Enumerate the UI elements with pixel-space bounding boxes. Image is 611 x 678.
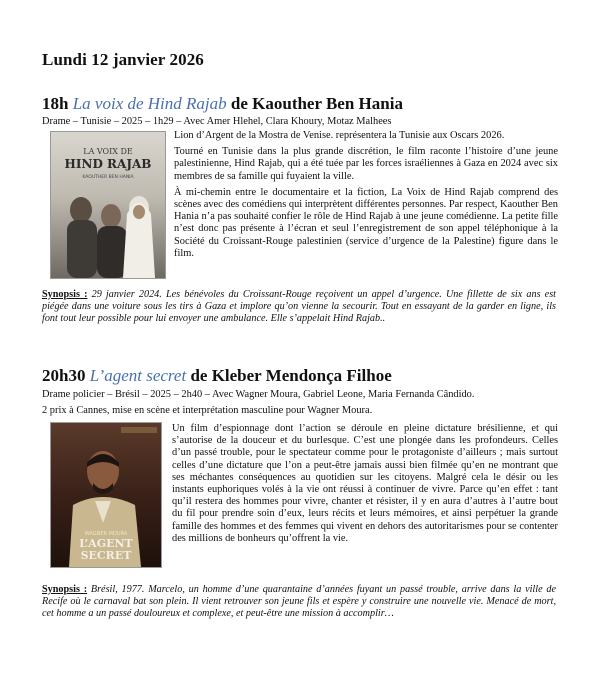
film-2-director: de Kleber Mendonça Filhoe xyxy=(186,366,392,385)
film-2-poster-credit: WAGNER MOURA xyxy=(84,531,128,537)
film-2-meta: Drame policier – Brésil – 2025 – 2h40 – Avec Wagner Moura, Gabriel Leone, Maria Fernanda Cândido. xyxy=(42,389,475,400)
film-1-paragraph-3: À mi-chemin entre le documentaire et la fiction, La Voix de Hind Rajab comprend des scènes avec des comédiens qui interprètent différentes personnes. Par respect, Kaouther Ben Hania n’a pas souhaité confier le rôle de Hind Rajab à une jeune comédienne. La petite fille n’est donc pas présente à l’écran et seul l’enregistrement de son appel téléphonique à la Société du Croissant-Rouge palestinien (service d’urgence de la Palestine) figure dans le film. xyxy=(174,186,558,259)
film-2-synopsis-text: Brésil, 1977. Marcelo, un homme d’une quarantaine d’années fuyant un passé trouble, arrive dans la ville de Recife où le carnaval bat son plein. Il vient retrouver son jeune fils et espère y construire une nouvelle vie. Menacé de mort, cet homme a un passé douloureux et complexe, et peut-être une mission à accomplir… xyxy=(42,584,556,620)
film-2-title: L’agent secret xyxy=(89,366,187,385)
film-2-poster-line2: SECRET xyxy=(80,549,132,562)
film-1-heading xyxy=(42,94,403,114)
film-2-poster xyxy=(50,422,162,568)
film-2-poster-image xyxy=(51,423,161,567)
film-2-description xyxy=(172,423,558,549)
film-1-poster-line1: LA VOIX DE xyxy=(83,147,133,156)
film-1-synopsis xyxy=(42,289,556,326)
page-date: Lundi 12 janvier 2026 xyxy=(42,50,204,69)
film-2-synopsis-label: Synopsis : xyxy=(42,584,88,595)
film-1-poster xyxy=(50,131,166,279)
film-1-director: de Kaouther Ben Hania xyxy=(226,94,403,113)
film-1-poster-image xyxy=(51,132,165,278)
film-2-award: 2 prix à Cannes, mise en scène et interprétation masculine pour Wagner Moura. xyxy=(42,405,373,416)
film-1-synopsis-text: 29 janvier 2024. Les bénévoles du Croissant-Rouge reçoivent un appel d’urgence. Une fillette de six ans est piégée dans une voiture sous les tirs à Gaza et implore qu’on vienne la secourir. Tout en essayant de la garder en ligne, ils font tout leur possible pour lui envoyer une ambulance. Elle s’appelait Hind Rajab.. xyxy=(42,289,556,325)
film-1-synopsis-label: Synopsis : xyxy=(42,289,88,300)
film-2-heading xyxy=(42,366,392,386)
film-2-synopsis xyxy=(42,584,556,621)
film-1-description xyxy=(174,130,558,264)
film-1-meta: Drame – Tunisie – 2025 – 1h29 – Avec Amer Hlehel, Clara Khoury, Motaz Malhees xyxy=(42,116,392,127)
film-1-paragraph-2: Tourné en Tunisie dans la plus grande discrétion, le film raconte l’histoire d’une jeune palestinienne, Hind Rajab, qui a été tuée par les forces israéliennes à Gaza en 2024 avec six membres de sa famille qui fuyaient la ville. xyxy=(174,146,558,182)
film-2-paragraph-1: Un film d’espionnage dont l’action se déroule en pleine dictature brésilienne, et qui s’autorise de la douceur et du burlesque. C’est une plongée dans les profondeurs. Celles d’un passé trouble, pour le spectateur comme pour le protagoniste d’ailleurs ; mais surtout celles d’une dictature que l’on a peut-être jamais aussi bien filmée qu’en ne montrant que ses méchantes conséquences au quotidien sur les citoyens. Malgré cela le désir ou les instants euphoriques volés à la vie ont réussi à continuer de vivre. Parce qu’en effet : tant qu’il restera des hommes pour vivre, chanter et résister, il y en aura d’autres à l’autre bout du fil pour prendre soin d’eux, leurs récits et leurs mémoires, et ainsi perpétuer la grande famille des hommes et des femmes qui vivent en dehors des autoritarismes pour se contenter des millions de bonheurs qu’offrent la vie. xyxy=(172,423,558,544)
film-1-paragraph-1: Lion d’Argent de la Mostra de Venise. représentera la Tunisie aux Oscars 2026. xyxy=(174,130,505,141)
film-1-poster-line2: HIND RAJAB xyxy=(64,157,152,171)
film-1-title: La voix de Hind Rajab xyxy=(72,94,227,113)
film-2-poster-line1: L’AGENT xyxy=(79,537,133,550)
film-1-time: 18h xyxy=(42,94,69,113)
film-2-time: 20h30 xyxy=(42,366,86,385)
film-1-poster-credit: KAOUTHER BEN HANIA xyxy=(82,175,134,180)
